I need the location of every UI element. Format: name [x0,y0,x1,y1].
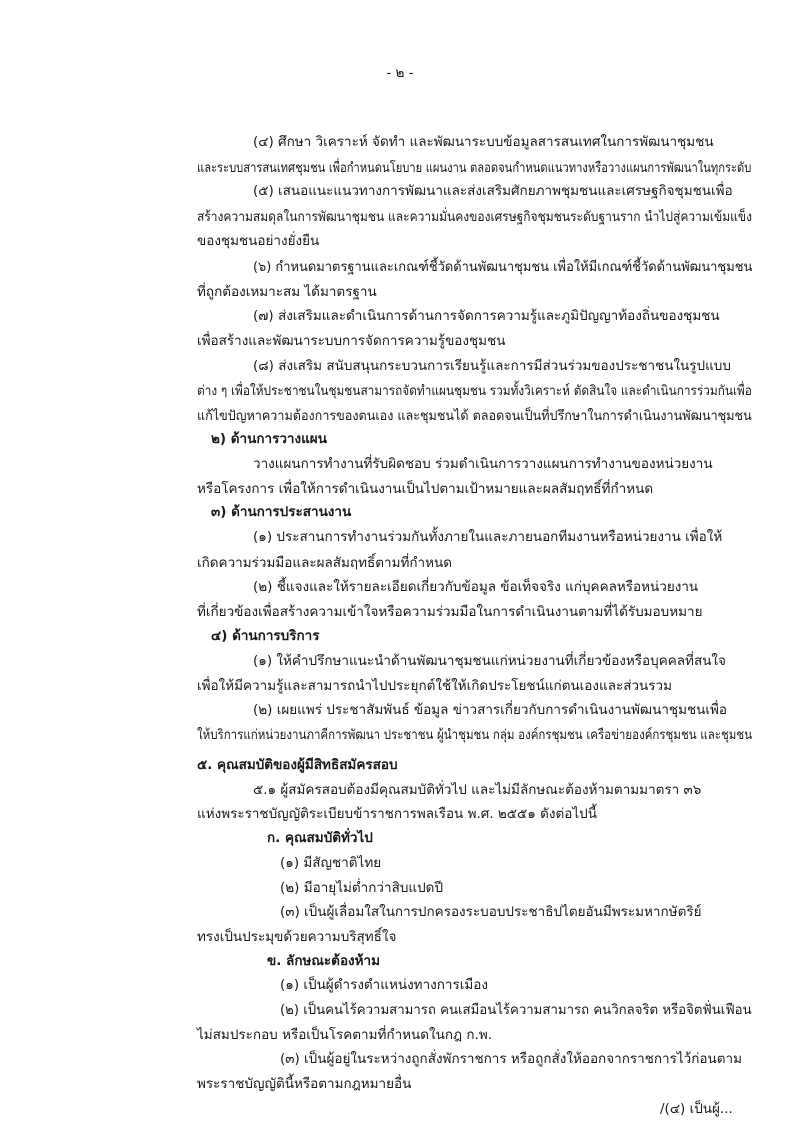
text-line: พระราชบัญญัตินี้หรือตามกฎหมายอื่น [197,1076,412,1092]
text-line: ๕.๑ ผู้สมัครสอบต้องมีคุณสมบัติทั่วไป และไม่มีลักษณะต้องห้ามตามมาตรา ๓๖ [253,782,702,798]
text-line: แก้ไขปัญหาความต้องการของตนเอง และชุมชนได้ ตลอดจนเป็นที่ปรึกษาในการดำเนินงานพัฒนาชุมชน [197,408,752,424]
text-line: (๔) ศึกษา วิเคราะห์ จัดทำ และพัฒนาระบบข้อมูลสารสนเทศในการพัฒนาชุมชน [253,134,714,150]
section-heading: ๔) ด้านการบริการ [211,628,320,644]
text-line: แห่งพระราชบัญญัติระเบียบข้าราชการพลเรือน พ.ศ. ๒๕๕๑ ดังต่อไปนี้ [197,806,597,822]
text-line: และระบบสารสนเทศชุมชน เพื่อกำหนดนโยบาย แผนงาน ตลอดจนกำหนดแนวทางหรือวางแผนการพัฒนาในทุกระดับ [197,160,752,176]
text-line: (๑) มีสัญชาติไทย [280,855,382,871]
page-number: - ๒ - [386,65,414,81]
text-line: สร้างความสมดุลในการพัฒนาชุมชน และความมั่นคงของเศรษฐกิจชุมชนระดับฐานราก นำไปสู่ความเข้มแข็ง [197,209,752,225]
text-line: (๓) เป็นผู้อยู่ในระหว่างถูกสั่งพักราชการ หรือถูกสั่งให้ออกจากราชการไว้ก่อนตาม [280,1051,743,1067]
text-line: ที่เกี่ยวข้องเพื่อสร้างความเข้าใจหรือความร่วมมือในการดำเนินงานตามที่ได้รับมอบหมาย [197,604,703,620]
text-line: (๑) ประสานการทำงานร่วมกันทั้งภายในและภายนอกทีมงานหรือหน่วยงาน เพื่อให้ [253,529,723,545]
text-line: วางแผนการทำงานที่รับผิดชอบ ร่วมดำเนินการวางแผนการทำงานของหน่วยงาน [253,456,713,472]
subsection-heading: ข. ลักษณะต้องห้าม [267,953,381,969]
text-line: เพื่อสร้างและพัฒนาระบบการจัดการความรู้ของชุมชน [197,333,506,349]
section-heading: ๒) ด้านการวางแผน [211,431,327,447]
text-line: (๖) กำหนดมาตรฐานและเกณฑ์ชี้วัดด้านพัฒนาชุมชน เพื่อให้มีเกณฑ์ชี้วัดด้านพัฒนาชุมชน [253,259,753,275]
section-heading: ๓) ด้านการประสานงาน [211,504,352,520]
text-line: (๒) ชี้แจงและให้รายละเอียดเกี่ยวกับข้อมูล ข้อเท็จจริง แก่บุคคลหรือหน่วยงาน [253,579,699,595]
text-line: ไม่สมประกอบ หรือเป็นโรคตามที่กำหนดในกฎ ก.พ. [197,1027,493,1043]
section-heading: ๕. คุณสมบัติของผู้มีสิทธิสมัครสอบ [197,757,398,773]
text-line: ที่ถูกต้องเหมาะสม ได้มาตรฐาน [197,284,377,300]
text-line: (๒) เป็นคนไร้ความสามารถ คนเสมือนไร้ความสามารถ คนวิกลจริต หรือจิตฟั่นเฟือน [280,1002,752,1018]
subsection-heading: ก. คุณสมบัติทั่วไป [267,830,373,846]
text-line: (๕) เสนอแนะแนวทางการพัฒนาและส่งเสริมศักยภาพชุมชนและเศรษฐกิจชุมชนเพื่อ [253,183,733,199]
text-line: ของชุมชนอย่างยั่งยืน [197,233,320,249]
text-line: (๑) เป็นผู้ดำรงตำแหน่งทางการเมือง [280,977,488,993]
text-line: ต่าง ๆ เพื่อให้ประชาชนในชุมชนสามารถจัดทำแผนชุมชน รวมทั้งวิเคราะห์ ตัดสินใจ และดำเนินการร่วมกันเพื่อ [197,383,752,399]
text-line: เพื่อให้มีความรู้และสามารถนำไปประยุกต์ใช้ให้เกิดประโยชน์แก่ตนเองและส่วนรวม [197,678,673,694]
text-line: (๗) ส่งเสริมและดำเนินการด้านการจัดการความรู้และภูมิปัญญาท้องถิ่นของชุมชน [253,308,720,324]
text-line: (๘) ส่งเสริม สนับสนุนกระบวนการเรียนรู้และการมีส่วนร่วมของประชาชนในรูปแบบ [253,358,731,374]
text-line: (๓) เป็นผู้เลื่อมใสในการปกครองระบอบประชาธิปไตยอันมีพระมหากษัตริย์ [280,904,702,920]
text-line: (๑) ให้คำปรึกษาแนะนำด้านพัฒนาชุมชนแก่หน่วยงานที่เกี่ยวข้องหรือบุคคลที่สนใจ [253,653,726,669]
continuation-note: /(๔) เป็นผู้... [660,1101,733,1117]
text-line: (๒) มีอายุไม่ต่ำกว่าสิบแปดปี [280,880,444,896]
text-line: ให้บริการแก่หน่วยงานภาคีการพัฒนา ประชาชน ผู้นำชุมชน กลุ่ม องค์กรชุมชน เครือข่ายองค์กรชุมชน และชุมชน [197,727,753,743]
text-line: (๒) เผยแพร่ ประชาสัมพันธ์ ข้อมูล ข่าวสารเกี่ยวกับการดำเนินงานพัฒนาชุมชนเพื่อ [253,702,727,718]
text-line: ทรงเป็นประมุขด้วยความบริสุทธิ์ใจ [197,929,397,945]
text-line: เกิดความร่วมมือและผลสัมฤทธิ์ตามที่กำหนด [197,555,453,571]
text-line: หรือโครงการ เพื่อให้การดำเนินงานเป็นไปตามเป้าหมายและผลสัมฤทธิ์ที่กำหนด [197,481,654,497]
